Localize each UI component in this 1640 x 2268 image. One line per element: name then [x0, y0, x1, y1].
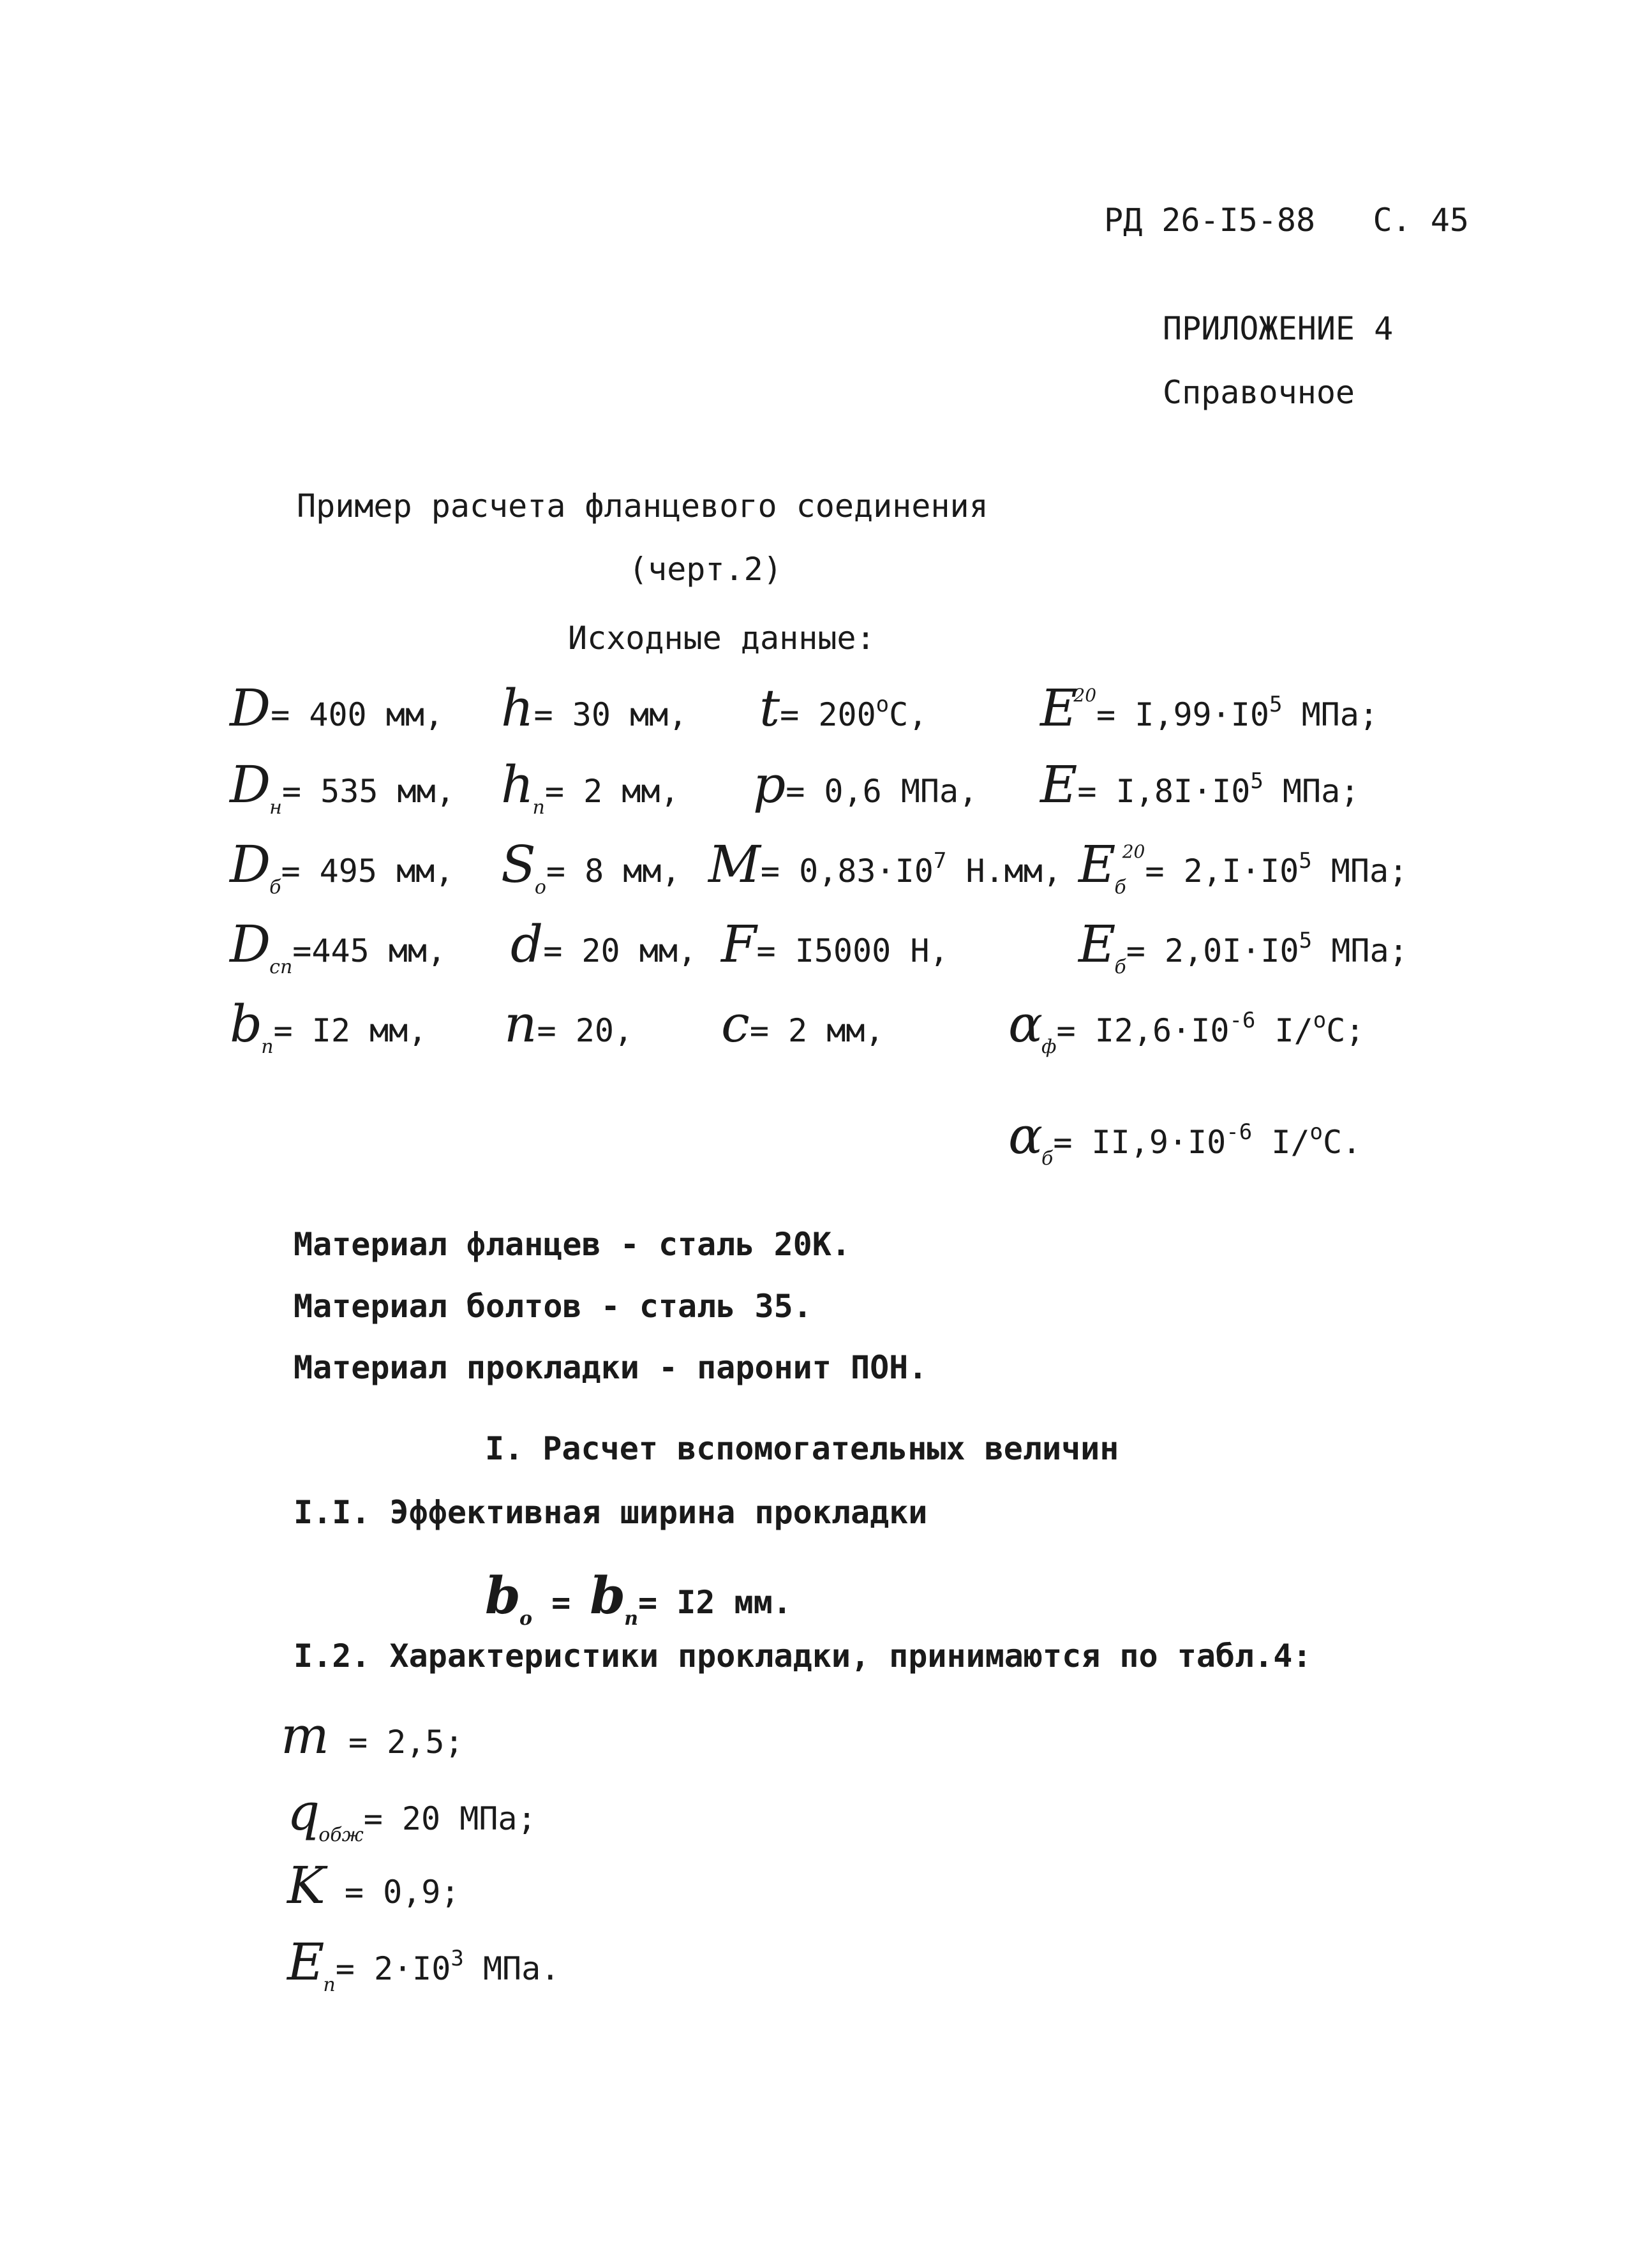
param-K: K = 0,9; — [287, 1856, 460, 1915]
section-1-title: І. Расчет вспомогательных величин — [485, 1430, 1119, 1467]
formula-b0: $b_о = b_п= І2$ мм. — [485, 1565, 792, 1630]
param-n: n= 20, — [504, 994, 634, 1054]
section-1-1-title: І.І. Эффективная ширина прокладки — [294, 1494, 928, 1531]
param-E: $E= І,8І\cdot І0^5$ МПа; — [1040, 755, 1360, 814]
doc-code-text: РД 26-І5-88 — [1104, 202, 1316, 239]
param-F: F= І5000 Н, — [721, 914, 949, 974]
param-p: p= 0,6 МПа, — [753, 755, 978, 814]
param-h: h= 30 мм, — [501, 678, 688, 738]
param-d: d= 20 мм, — [511, 914, 697, 974]
doc-code — [1104, 202, 1469, 239]
param-D: D= 400 мм, — [230, 678, 444, 738]
page-number: С. 45 — [1373, 202, 1469, 239]
param-S0: $S_о= 8$ мм, — [501, 835, 681, 899]
material-gasket: Материал прокладки - паронит ПОН. — [294, 1349, 928, 1386]
initial-data-heading: Исходные данные: — [568, 620, 876, 657]
param-alpha-b: $\alpha_б= ІІ,9\cdot І0^{-6}$ І/$^o$С. — [1008, 1106, 1362, 1170]
param-En: $E_п= 2\cdot І0^3$ МПа. — [287, 1932, 560, 1996]
section-1-2-title: І.2. Характеристики прокладки, принимаются по табл.4: — [294, 1638, 1312, 1675]
material-bolts: Материал болтов - сталь 35. — [294, 1288, 812, 1325]
material-flanges: Материал фланцев - сталь 20К. — [294, 1226, 851, 1263]
drawing-ref: (черт.2) — [629, 551, 782, 588]
param-M: $M= 0,83\cdot І0^7$ Н.мм, — [708, 835, 1062, 894]
param-c: c= 2 мм, — [721, 994, 884, 1054]
param-t: $t= 200^oС$, — [759, 678, 928, 738]
param-E-20: $E^{20}= І,99\cdot І0^5$ МПа; — [1040, 678, 1378, 738]
doc-title: Пример расчета фланцевого соединения — [297, 488, 988, 525]
param-Eb-20: $E_б^{20}= 2,І\cdot І0^5$ МПа; — [1078, 835, 1408, 899]
appendix-type: Справочное — [1163, 374, 1355, 411]
appendix-label: ПРИЛОЖЕНИЕ 4 — [1163, 310, 1394, 347]
param-m: m = 2,5; — [281, 1706, 464, 1765]
param-Db: $D_б= 495$ мм, — [230, 835, 454, 899]
param-Dsp: $D_{сп}=445$ мм, — [230, 914, 447, 978]
param-hp: $h_п= 2$ мм, — [501, 755, 680, 819]
param-alpha-f: $\alpha_ф= І2,6\cdot І0^{-6}$ І/$^o$С; — [1008, 994, 1365, 1058]
param-q-obzh: $q_{обж}= 20$ МПа; — [287, 1782, 537, 1846]
param-Dn: $D_н= 535$ мм, — [230, 755, 455, 819]
param-bp: $b_п= І2$ мм, — [230, 994, 428, 1058]
param-Eb: $E_б= 2,0І\cdot І0^5$ МПа; — [1078, 914, 1408, 978]
